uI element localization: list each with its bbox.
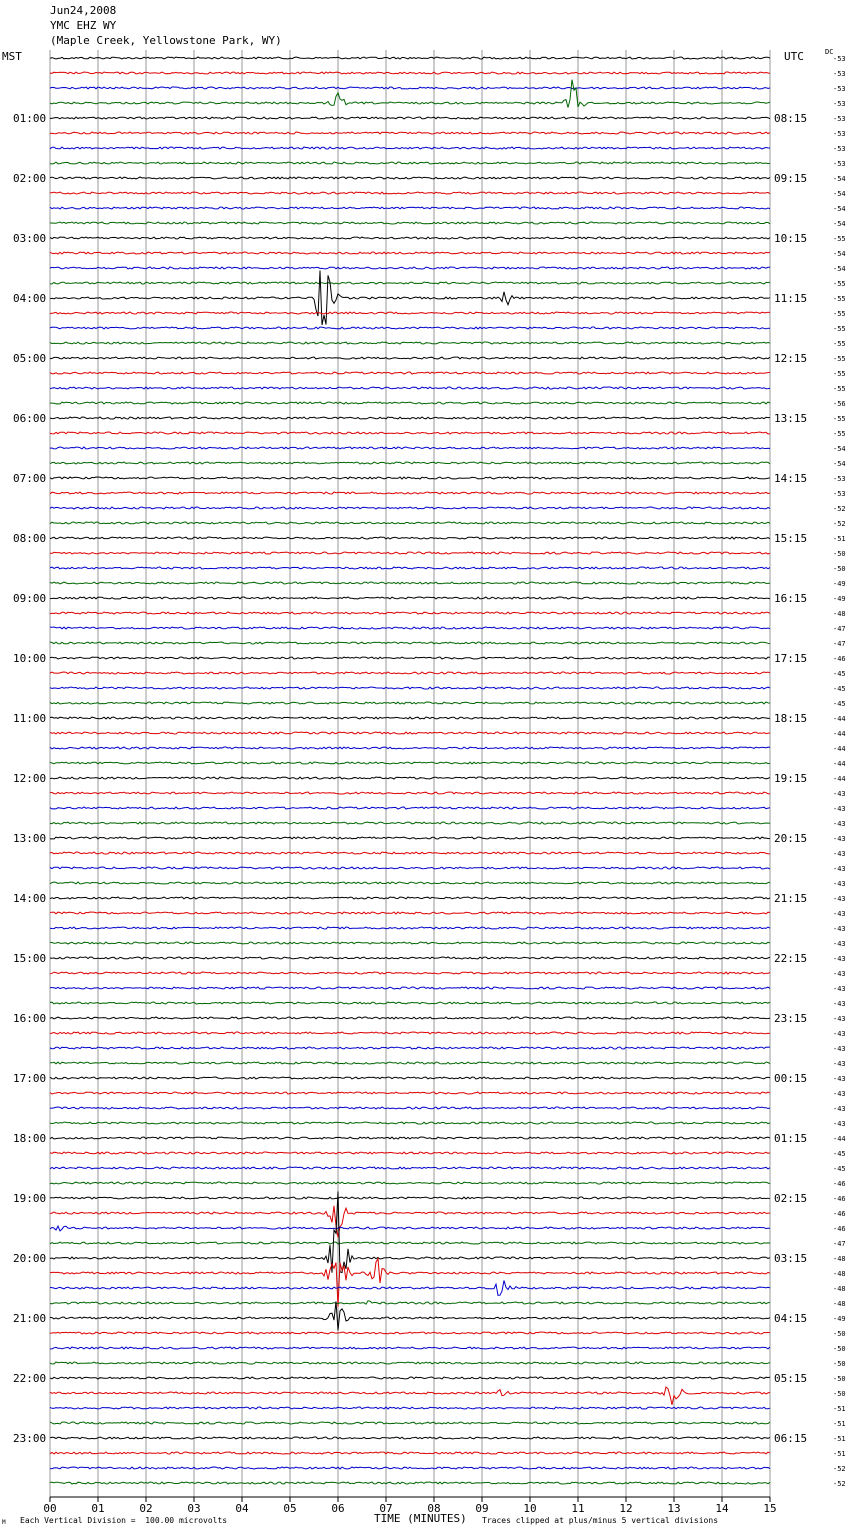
dc-value: -46 xyxy=(833,1180,846,1188)
trace-23 xyxy=(50,387,770,389)
dc-value: -54 xyxy=(833,265,846,273)
trace-89 xyxy=(50,1377,770,1379)
dc-value: -43 xyxy=(833,940,846,948)
right-hour-label: 15:15 xyxy=(774,532,808,545)
trace-29 xyxy=(50,477,770,479)
trace-20 xyxy=(50,342,770,344)
trace-33 xyxy=(50,537,770,539)
left-hour-label: 03:00 xyxy=(13,232,47,245)
right-hour-label: 22:15 xyxy=(774,952,808,965)
trace-96 xyxy=(50,1482,770,1484)
trace-42 xyxy=(50,672,770,674)
dc-value: -45 xyxy=(833,1165,846,1173)
trace-16 xyxy=(50,282,770,284)
dc-value: -44 xyxy=(833,760,846,768)
x-tick-label: 09 xyxy=(475,1502,489,1515)
dc-value: -55 xyxy=(833,355,846,363)
dc-value: -43 xyxy=(833,1120,846,1128)
dc-value: -50 xyxy=(833,550,846,558)
right-hour-label: 21:15 xyxy=(774,892,808,905)
x-tick-label: 11 xyxy=(571,1502,585,1515)
dc-value: -48 xyxy=(833,1270,846,1278)
dc-value: -46 xyxy=(833,1210,846,1218)
left-hour-label: 08:00 xyxy=(13,532,47,545)
dc-value: -55 xyxy=(833,235,846,243)
trace-75 xyxy=(50,1167,770,1169)
x-tick-label: 03 xyxy=(187,1502,201,1515)
left-hour-label: 20:00 xyxy=(13,1252,47,1265)
dc-value: -43 xyxy=(833,820,846,828)
trace-58 xyxy=(50,912,770,914)
dc-value: -55 xyxy=(833,280,846,288)
trace-76 xyxy=(50,1182,770,1184)
trace-66 xyxy=(50,1032,770,1034)
dc-value: -48 xyxy=(833,1285,846,1293)
trace-1 xyxy=(50,57,770,59)
right-hour-label: 09:15 xyxy=(774,172,808,185)
dc-value: -43 xyxy=(833,1060,846,1068)
left-hour-label: 16:00 xyxy=(13,1012,47,1025)
trace-46 xyxy=(50,732,770,734)
trace-87 xyxy=(50,1347,770,1349)
left-hour-label: 07:00 xyxy=(13,472,47,485)
trace-4 xyxy=(50,80,770,108)
dc-value: -55 xyxy=(833,325,846,333)
dc-value: -43 xyxy=(833,880,846,888)
trace-65 xyxy=(50,1017,770,1019)
dc-value: -52 xyxy=(833,520,846,528)
trace-86 xyxy=(50,1332,770,1334)
dc-value: -53 xyxy=(833,100,846,108)
dc-value: -54 xyxy=(833,205,846,213)
trace-80 xyxy=(50,1242,770,1244)
dc-value: -44 xyxy=(833,730,846,738)
trace-32 xyxy=(50,522,770,524)
trace-61 xyxy=(50,957,770,959)
trace-41 xyxy=(50,657,770,659)
trace-94 xyxy=(50,1452,770,1454)
dc-value: -47 xyxy=(833,1240,846,1248)
trace-60 xyxy=(50,942,770,944)
left-timezone-label: MST xyxy=(2,50,22,63)
trace-48 xyxy=(50,762,770,764)
trace-47 xyxy=(50,747,770,749)
x-tick-label: 02 xyxy=(139,1502,153,1515)
dc-value: -54 xyxy=(833,250,846,258)
left-hour-label: 01:00 xyxy=(13,112,47,125)
trace-24 xyxy=(50,402,770,404)
trace-6 xyxy=(50,132,770,134)
trace-13 xyxy=(50,237,770,239)
trace-34 xyxy=(50,552,770,554)
trace-12 xyxy=(50,222,770,224)
trace-19 xyxy=(50,327,770,329)
x-tick-label: 00 xyxy=(43,1502,57,1515)
right-hour-label: 03:15 xyxy=(774,1252,808,1265)
trace-15 xyxy=(50,267,770,269)
trace-36 xyxy=(50,582,770,584)
scale-note: Each Vertical Division = 100.00 microvolts xyxy=(20,1516,228,1525)
dc-value: -43 xyxy=(833,970,846,978)
dc-value: -54 xyxy=(833,445,846,453)
dc-value: -50 xyxy=(833,1375,846,1383)
trace-31 xyxy=(50,507,770,509)
dc-value: -51 xyxy=(833,535,846,543)
trace-2 xyxy=(50,72,770,74)
right-hour-label: 19:15 xyxy=(774,772,808,785)
corner-mark: M xyxy=(2,1519,6,1526)
trace-49 xyxy=(50,777,770,779)
dc-value: -55 xyxy=(833,430,846,438)
dc-value: -56 xyxy=(833,400,846,408)
dc-value: -45 xyxy=(833,685,846,693)
trace-95 xyxy=(50,1467,770,1469)
trace-10 xyxy=(50,192,770,194)
dc-value: -53 xyxy=(833,85,846,93)
left-hour-label: 15:00 xyxy=(13,952,47,965)
trace-21 xyxy=(50,357,770,359)
dc-value: -43 xyxy=(833,985,846,993)
dc-value: -43 xyxy=(833,1000,846,1008)
dc-value: -51 xyxy=(833,1420,846,1428)
trace-91 xyxy=(50,1407,770,1409)
x-tick-label: 05 xyxy=(283,1502,297,1515)
trace-84 xyxy=(50,1301,770,1304)
dc-value: -53 xyxy=(833,475,846,483)
dc-value: -49 xyxy=(833,595,846,603)
x-tick-label: 12 xyxy=(619,1502,633,1515)
dc-value: -47 xyxy=(833,640,846,648)
x-tick-label: 10 xyxy=(523,1502,537,1515)
dc-value: -50 xyxy=(833,565,846,573)
dc-value: -44 xyxy=(833,745,846,753)
trace-9 xyxy=(50,177,770,179)
left-hour-label: 06:00 xyxy=(13,412,47,425)
trace-73 xyxy=(50,1137,770,1139)
dc-value: -45 xyxy=(833,700,846,708)
dc-value: -45 xyxy=(833,670,846,678)
dc-value: -43 xyxy=(833,790,846,798)
left-hour-label: 12:00 xyxy=(13,772,47,785)
dc-value: -55 xyxy=(833,340,846,348)
right-hour-label: 12:15 xyxy=(774,352,808,365)
trace-35 xyxy=(50,567,770,569)
x-tick-label: 15 xyxy=(763,1502,777,1515)
dc-value: -43 xyxy=(833,835,846,843)
trace-54 xyxy=(50,852,770,854)
dc-value: -43 xyxy=(833,1090,846,1098)
dc-value: -50 xyxy=(833,1390,846,1398)
trace-70 xyxy=(50,1092,770,1094)
dc-value: -43 xyxy=(833,1075,846,1083)
dc-value: -43 xyxy=(833,910,846,918)
dc-value: -50 xyxy=(833,1360,846,1368)
dc-value: -48 xyxy=(833,1255,846,1263)
x-tick-label: 07 xyxy=(379,1502,393,1515)
dc-value: -54 xyxy=(833,190,846,198)
dc-value: -43 xyxy=(833,925,846,933)
right-hour-label: 08:15 xyxy=(774,112,808,125)
dc-value: -43 xyxy=(833,1030,846,1038)
right-timezone-label: UTC xyxy=(784,50,804,63)
x-tick-label: 14 xyxy=(715,1502,729,1515)
trace-55 xyxy=(50,867,770,869)
right-hour-label: 00:15 xyxy=(774,1072,808,1085)
left-hour-label: 10:00 xyxy=(13,652,47,665)
trace-63 xyxy=(50,987,770,989)
dc-value: -54 xyxy=(833,175,846,183)
right-hour-label: 10:15 xyxy=(774,232,808,245)
trace-17 xyxy=(50,271,770,326)
chart-date: Jun24,2008 xyxy=(50,4,117,17)
trace-3 xyxy=(50,87,770,89)
dc-value: -48 xyxy=(833,610,846,618)
dc-value: -45 xyxy=(833,1150,846,1158)
dc-value: -49 xyxy=(833,1315,846,1323)
dc-value: -54 xyxy=(833,460,846,468)
dc-value: -43 xyxy=(833,1045,846,1053)
trace-69 xyxy=(50,1077,770,1079)
trace-22 xyxy=(50,372,770,374)
trace-53 xyxy=(50,837,770,839)
x-tick-label: 13 xyxy=(667,1502,681,1515)
x-tick-label: 01 xyxy=(91,1502,105,1515)
trace-50 xyxy=(50,792,770,794)
trace-72 xyxy=(50,1122,770,1124)
dc-value: -51 xyxy=(833,1435,846,1443)
trace-74 xyxy=(50,1152,770,1154)
left-hour-label: 17:00 xyxy=(13,1072,47,1085)
dc-value: -46 xyxy=(833,655,846,663)
trace-83 xyxy=(50,1281,770,1296)
left-hour-label: 18:00 xyxy=(13,1132,47,1145)
right-hour-label: 05:15 xyxy=(774,1372,808,1385)
dc-value: -52 xyxy=(833,1480,846,1488)
dc-value: -43 xyxy=(833,865,846,873)
left-hour-label: 02:00 xyxy=(13,172,47,185)
trace-8 xyxy=(50,162,770,164)
dc-value: -46 xyxy=(833,1225,846,1233)
trace-43 xyxy=(50,687,770,689)
right-hour-label: 06:15 xyxy=(774,1432,808,1445)
dc-label: DC xyxy=(825,48,834,56)
dc-value: -43 xyxy=(833,805,846,813)
x-axis-title: TIME (MINUTES) xyxy=(374,1512,467,1525)
dc-value: -53 xyxy=(833,55,846,63)
left-hour-label: 14:00 xyxy=(13,892,47,905)
trace-45 xyxy=(50,717,770,719)
left-hour-label: 09:00 xyxy=(13,592,47,605)
trace-62 xyxy=(50,972,770,974)
station-location: (Maple Creek, Yellowstone Park, WY) xyxy=(50,34,282,47)
trace-5 xyxy=(50,117,770,119)
trace-30 xyxy=(50,492,770,494)
trace-44 xyxy=(50,702,770,704)
right-hour-label: 18:15 xyxy=(774,712,808,725)
trace-93 xyxy=(50,1437,770,1439)
left-hour-label: 05:00 xyxy=(13,352,47,365)
dc-value: -44 xyxy=(833,775,846,783)
left-hour-label: 19:00 xyxy=(13,1192,47,1205)
trace-37 xyxy=(50,597,770,599)
right-hour-label: 20:15 xyxy=(774,832,808,845)
right-hour-label: 01:15 xyxy=(774,1132,808,1145)
dc-value: -55 xyxy=(833,370,846,378)
trace-40 xyxy=(50,642,770,644)
trace-77 xyxy=(50,1197,770,1199)
trace-18 xyxy=(50,312,770,314)
dc-value: -44 xyxy=(833,715,846,723)
trace-39 xyxy=(50,627,770,629)
dc-value: -55 xyxy=(833,310,846,318)
dc-value: -55 xyxy=(833,385,846,393)
dc-value: -52 xyxy=(833,1465,846,1473)
trace-82 xyxy=(50,1259,770,1307)
x-tick-label: 04 xyxy=(235,1502,249,1515)
dc-value: -47 xyxy=(833,625,846,633)
trace-85 xyxy=(50,1301,770,1330)
trace-38 xyxy=(50,612,770,614)
dc-value: -51 xyxy=(833,1450,846,1458)
right-hour-label: 11:15 xyxy=(774,292,808,305)
dc-value: -43 xyxy=(833,1015,846,1023)
dc-value: -43 xyxy=(833,1105,846,1113)
dc-value: -44 xyxy=(833,1135,846,1143)
trace-79 xyxy=(50,1226,770,1231)
trace-7 xyxy=(50,147,770,149)
trace-64 xyxy=(50,1002,770,1004)
x-tick-label: 08 xyxy=(427,1502,441,1515)
dc-value: -49 xyxy=(833,580,846,588)
left-hour-label: 11:00 xyxy=(13,712,47,725)
dc-value: -46 xyxy=(833,1195,846,1203)
dc-value: -55 xyxy=(833,415,846,423)
trace-51 xyxy=(50,807,770,809)
trace-68 xyxy=(50,1062,770,1064)
trace-59 xyxy=(50,927,770,929)
dc-value: -54 xyxy=(833,220,846,228)
trace-88 xyxy=(50,1362,770,1364)
dc-value: -50 xyxy=(833,1345,846,1353)
clip-note: Traces clipped at plus/minus 5 vertical divisions xyxy=(482,1516,719,1525)
dc-value: -51 xyxy=(833,1405,846,1413)
left-hour-label: 23:00 xyxy=(13,1432,47,1445)
trace-71 xyxy=(50,1107,770,1109)
trace-78 xyxy=(50,1206,770,1238)
trace-52 xyxy=(50,822,770,824)
left-hour-label: 21:00 xyxy=(13,1312,47,1325)
trace-92 xyxy=(50,1422,770,1424)
dc-value: -43 xyxy=(833,895,846,903)
trace-27 xyxy=(50,447,770,449)
dc-value: -53 xyxy=(833,490,846,498)
trace-90 xyxy=(50,1387,770,1405)
dc-value: -43 xyxy=(833,955,846,963)
left-hour-label: 22:00 xyxy=(13,1372,47,1385)
trace-14 xyxy=(50,252,770,254)
right-hour-label: 14:15 xyxy=(774,472,808,485)
dc-value: -53 xyxy=(833,130,846,138)
trace-26 xyxy=(50,432,770,434)
left-hour-label: 04:00 xyxy=(13,292,47,305)
x-tick-label: 06 xyxy=(331,1502,345,1515)
right-hour-label: 17:15 xyxy=(774,652,808,665)
dc-value: -53 xyxy=(833,160,846,168)
right-hour-label: 16:15 xyxy=(774,592,808,605)
right-hour-label: 13:15 xyxy=(774,412,808,425)
dc-value: -53 xyxy=(833,145,846,153)
dc-value: -53 xyxy=(833,115,846,123)
right-hour-label: 02:15 xyxy=(774,1192,808,1205)
dc-value: -50 xyxy=(833,1330,846,1338)
trace-81 xyxy=(50,1191,770,1272)
dc-value: -53 xyxy=(833,70,846,78)
trace-25 xyxy=(50,417,770,419)
trace-28 xyxy=(50,462,770,464)
trace-57 xyxy=(50,897,770,899)
station-code: YMC EHZ WY xyxy=(50,19,117,32)
trace-67 xyxy=(50,1047,770,1049)
dc-value: -52 xyxy=(833,505,846,513)
dc-value: -48 xyxy=(833,1300,846,1308)
dc-value: -43 xyxy=(833,850,846,858)
right-hour-label: 23:15 xyxy=(774,1012,808,1025)
left-hour-label: 13:00 xyxy=(13,832,47,845)
trace-11 xyxy=(50,207,770,209)
right-hour-label: 04:15 xyxy=(774,1312,808,1325)
trace-56 xyxy=(50,882,770,884)
dc-value: -55 xyxy=(833,295,846,303)
